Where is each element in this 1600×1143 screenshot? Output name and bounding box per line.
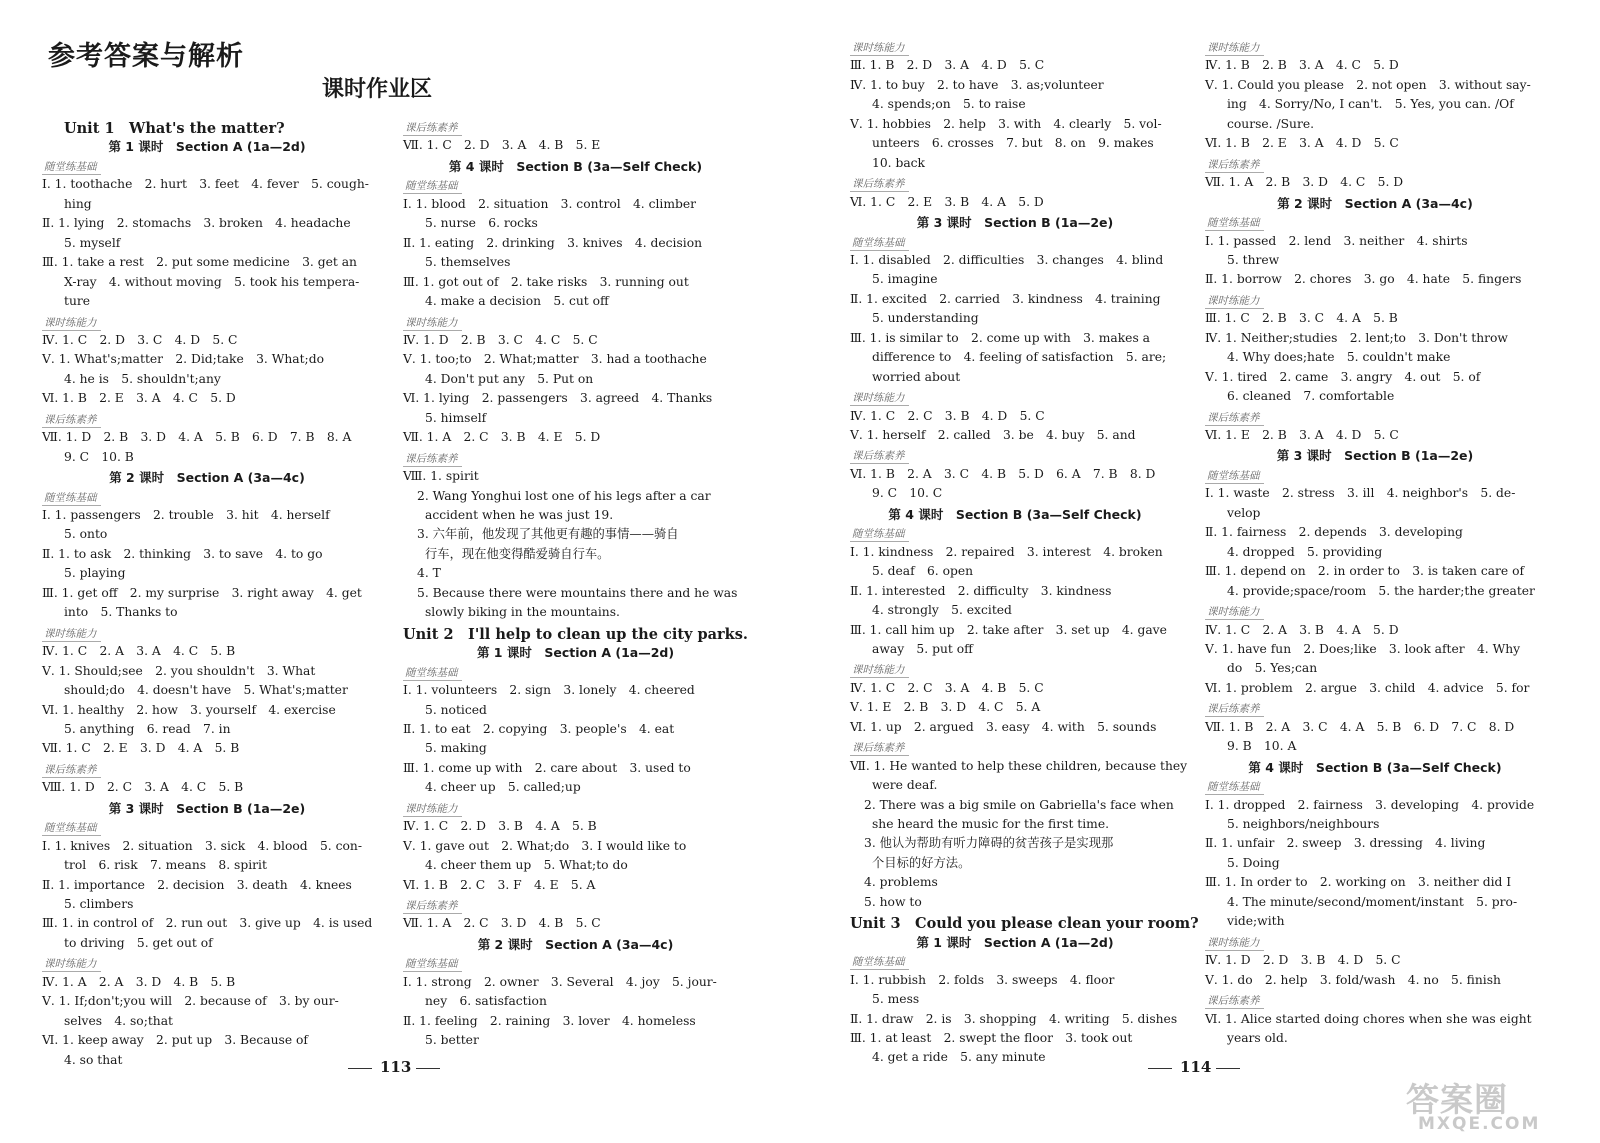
answer-line: Ⅲ. 1. got out of 2. take risks 3. running out [403,274,689,289]
answer-line: Ⅱ. 1. feeling 2. raining 3. lover 4. homeless [403,1013,696,1028]
answer-line: Ⅲ. 1. take a rest 2. put some medicine 3. get an [42,255,357,270]
practice-tag: 随堂练基础 [1205,215,1264,231]
answer-line: Ⅱ. 1. unfair 2. sweep 3. dressing 4. living [1205,836,1486,851]
answer-line: away 5. put off [872,641,973,656]
unit-heading: Unit 2 I'll help to clean up the city parks. [403,625,748,643]
lesson-heading: 第 2 课时 Section A (3a—4c) [1277,195,1473,211]
lesson-heading: 第 2 课时 Section A (3a—4c) [109,470,305,486]
answer-line: Ⅲ. 1. is similar to 2. come up with 3. makes a [850,330,1151,345]
answer-line: Ⅳ. 1. to buy 2. to have 3. as;volunteer [850,77,1104,92]
answer-line: Ⅴ. 1. have fun 2. Does;like 3. look after 4. Why [1205,641,1521,656]
lesson-heading: 第 2 课时 Section A (3a—4c) [477,936,674,952]
answer-line: Ⅵ. 1. lying 2. passengers 3. agreed 4. Thanks [403,391,713,406]
answer-line: 2. There was a big smile on Gabriella's face when [864,797,1174,812]
answer-line: 5. threw [1227,252,1280,267]
answer-line: Ⅴ. 1. If;don't;you will 2. because of 3. by our- [42,994,339,1009]
answer-line: 行车，现在他变得酷爱骑自行车。 [425,546,610,561]
answers-title: 参考答案与解析 [48,41,244,72]
answer-line: 5. playing [64,566,126,581]
practice-tag: 课后练素养 [403,120,462,136]
answer-line: unteers 6. crosses 7. but 8. on 9. makes [872,136,1154,151]
practice-tag: 课后练素养 [1205,410,1264,426]
answer-line: Ⅷ. 1. spirit [403,469,479,484]
answer-line: Ⅳ. 1. Neither;studies 2. lent;to 3. Don't throw [1205,330,1508,345]
practice-tag: 随堂练基础 [42,820,101,836]
practice-tag: 课时练能力 [850,662,909,678]
answer-line: Ⅶ. 1. He wanted to help these children, because they [850,758,1188,773]
practice-tag: 课时练能力 [403,315,462,331]
answer-line: Ⅰ. 1. volunteers 2. sign 3. lonely 4. cheered [403,683,695,698]
answer-line: course. /Sure. [1227,116,1315,131]
answer-line: Ⅴ. 1. do 2. help 3. fold/wash 4. no 5. finish [1205,972,1501,987]
watermark-url: MXQE.COM [1418,1114,1541,1134]
answer-line: Ⅲ. 1. C 2. B 3. C 4. A 5. B [1205,311,1398,326]
answer-line: were deaf. [872,778,938,793]
lesson-heading: 第 3 课时 Section B (1a—2e) [108,800,306,816]
lesson-heading: 第 4 课时 Section B (3a—Self Check) [448,158,703,174]
answer-line: Ⅵ. 1. E 2. B 3. A 4. D 5. C [1205,428,1399,442]
practice-tag: 课时练能力 [403,801,462,817]
answer-line: 5. better [425,1033,479,1048]
answer-line: Ⅵ. 1. healthy 2. how 3. yourself 4. exercise [42,702,336,717]
answer-line: Ⅵ. 1. B 2. A 3. C 4. B 5. D 6. A 7. B 8. D [850,466,1156,481]
page-number: 114 [1180,1058,1212,1076]
answer-line: Ⅴ. 1. What's;matter 2. Did;take 3. What;do [42,352,324,367]
answer-line: slowly biking in the mountains. [425,605,620,620]
practice-tag: 随堂练基础 [42,159,101,175]
answer-line: years old. [1227,1030,1288,1045]
answer-line: 5. themselves [425,255,511,270]
answer-line: 5. how to [864,894,922,909]
answer-line: Ⅰ. 1. disabled 2. difficulties 3. changes 4. blind [850,252,1164,267]
practice-tag: 随堂练基础 [850,954,909,970]
answer-line: 5. anything 6. read 7. in [64,721,231,736]
answer-line: Ⅰ. 1. blood 2. situation 3. control 4. climber [403,196,697,211]
answer-line: Ⅴ. 1. too;to 2. What;matter 3. had a toothache [403,352,707,367]
answer-line: Ⅰ. 1. kindness 2. repaired 3. interest 4. broken [850,544,1163,559]
answer-line: Ⅲ. 1. call him up 2. take after 3. set up 4. gave [850,622,1167,637]
practice-tag: 随堂练基础 [1205,779,1264,795]
answer-line: 4. provide;space/room 5. the harder;the greater [1227,583,1535,598]
answer-line: Ⅳ. 1. D 2. B 3. C 4. C 5. C [403,332,598,347]
practice-tag: 课后练素养 [42,762,101,778]
page-number-dash [348,1068,372,1069]
unit-heading: Unit 3 Could you please clean your room? [850,915,1199,933]
practice-tag: 课后练素养 [403,898,462,914]
answer-line: 4. The minute/second/moment/instant 5. pro- [1227,894,1518,909]
answer-line: Ⅶ. 1. C 2. E 3. D 4. A 5. B [42,741,240,756]
answer-line: 4. get a ride 5. any minute [872,1050,1046,1065]
answer-line: Ⅶ. 1. A 2. B 3. D 4. C 5. D [1205,175,1404,190]
practice-tag: 课时练能力 [850,40,909,56]
answer-line: Ⅵ. 1. problem 2. argue 3. child 4. advice 5. for [1205,680,1530,695]
answer-line: 5. noticed [425,702,487,717]
answer-line: Ⅰ. 1. rubbish 2. folds 3. sweeps 4. floor [850,972,1115,987]
answer-line: Ⅵ. 1. Alice started doing chores when she was eight [1205,1011,1532,1026]
answer-line: 5. deaf 6. open [872,564,974,579]
practice-tag: 课后练素养 [850,448,909,464]
practice-tag: 随堂练基础 [42,490,101,506]
answer-line: 4. so that [64,1052,123,1067]
answer-line: 3. 他认为帮助有听力障碍的贫苦孩子是实现那 [864,836,1114,851]
answer-line: Ⅳ. 1. A 2. A 3. D 4. B 5. B [42,974,236,989]
answer-line: should;do 4. doesn't have 5. What's;matter [64,683,348,698]
watermark-text: 答案圈 [1406,1080,1508,1119]
answer-line: X-ray 4. without moving 5. took his tempera- [64,274,360,289]
answer-line: Ⅱ. 1. interested 2. difficulty 3. kindness [850,583,1112,598]
answer-line: 5. himself [425,410,487,425]
practice-tag: 课时练能力 [42,956,101,972]
lesson-heading: 第 4 课时 Section B (3a—Self Check) [888,506,1142,522]
answer-line: ney 6. satisfaction [425,994,547,1009]
answer-line: Ⅱ. 1. fairness 2. depends 3. developing [1205,525,1463,540]
practice-tag: 课时练能力 [850,390,909,406]
practice-tag: 课时练能力 [42,626,101,642]
answer-line: 4. T [417,566,441,581]
answer-line: 5. Because there were mountains there and he was [417,585,738,600]
practice-tag: 随堂练基础 [850,526,909,542]
answer-line: Ⅳ. 1. C 2. D 3. B 4. A 5. B [403,819,597,834]
answer-line: Ⅰ. 1. passengers 2. trouble 3. hit 4. herself [42,508,330,522]
practice-tag: 课时练能力 [1205,293,1264,309]
answer-line: Ⅰ. 1. strong 2. owner 3. Several 4. joy 5. jour- [403,974,717,989]
answer-line: Ⅵ. 1. C 2. E 3. B 4. A 5. D [850,194,1044,209]
practice-tag: 随堂练基础 [403,665,462,681]
answer-line: Ⅵ. 1. B 2. E 3. A 4. D 5. C [1205,136,1399,151]
page-number-dash [1216,1068,1240,1069]
answer-line: ing 4. Sorry/No, I can't. 5. Yes, you can. /Of [1227,97,1514,112]
practice-tag: 随堂练基础 [403,956,462,972]
answer-line: Ⅳ. 1. D 2. D 3. B 4. D 5. C [1205,953,1401,968]
answer-line: Ⅱ. 1. eating 2. drinking 3. knives 4. decision [403,235,703,250]
answer-line: 4. problems [864,875,938,890]
answer-line: 10. back [872,155,926,170]
answer-line: Ⅵ. 1. B 2. E 3. A 4. C 5. D [42,391,236,406]
answer-line: Ⅳ. 1. B 2. B 3. A 4. C 5. D [1205,58,1399,73]
answer-line: Ⅴ. 1. gave out 2. What;do 3. I would like to [403,838,687,853]
answer-line: Ⅲ. 1. depend on 2. in order to 3. is taken care of [1205,564,1525,579]
answer-line: ture [64,294,91,309]
answer-line: 2. Wang Yonghui lost one of his legs after a car [417,488,711,503]
unit-heading: Unit 1 What's the matter? [64,120,285,137]
answer-line: Ⅳ. 1. C 2. A 3. A 4. C 5. B [42,644,236,659]
answer-line: 4. cheer up 5. called;up [425,780,581,795]
answer-line: Ⅴ. 1. Should;see 2. you shouldn't 3. What [42,663,316,678]
lesson-heading: 第 3 课时 Section B (1a—2e) [916,215,1114,231]
answer-line: 个目标的好方法。 [872,855,971,870]
answer-line: Ⅰ. 1. dropped 2. fairness 3. developing 4. provide [1205,797,1535,812]
answer-line: Ⅶ. 1. D 2. B 3. D 4. A 5. B 6. D 7. B 8. A [42,430,352,445]
answer-line: Ⅵ. 1. B 2. C 3. F 4. E 5. A [403,877,596,892]
answer-line: accident when he was just 19. [425,508,614,522]
answer-line: 4. make a decision 5. cut off [425,294,609,309]
watermark-logo [1402,1078,1580,1134]
answer-line: Ⅱ. 1. draw 2. is 3. shopping 4. writing 5. dishes [850,1011,1178,1026]
answer-line: trol 6. risk 7. means 8. spirit [64,858,267,873]
answer-line: Ⅶ. 1. C 2. D 3. A 4. B 5. E [403,138,601,153]
page-number-dash [416,1068,440,1069]
answer-line: Ⅲ. 1. B 2. D 3. A 4. D 5. C [850,58,1045,73]
practice-tag: 课时练能力 [1205,935,1264,951]
answer-line: 6. cleaned 7. comfortable [1227,389,1395,404]
answer-line: 5. myself [64,235,121,250]
answer-line: Ⅲ. 1. come up with 2. care about 3. used to [403,760,691,775]
answer-line: Ⅱ. 1. importance 2. decision 3. death 4. knees [42,877,352,892]
page-number-dash [1148,1068,1172,1069]
answer-line: Ⅲ. 1. get off 2. my surprise 3. right away 4. get [42,585,362,600]
answer-line: Ⅳ. 1. C 2. C 3. A 4. B 5. C [850,680,1044,695]
practice-tag: 随堂练基础 [850,235,909,251]
answer-line: Ⅴ. 1. E 2. B 3. D 4. C 5. A [850,700,1041,715]
answer-line: Ⅱ. 1. to ask 2. thinking 3. to save 4. to go [42,546,323,561]
answer-line: 5. neighbors/neighbours [1227,817,1380,831]
page-113 [0,0,790,1143]
answer-line: 5. understanding [872,311,979,326]
answer-line: Ⅶ. 1. B 2. A 3. C 4. A 5. B 6. D 7. C 8. D [1205,719,1515,734]
lesson-heading: 第 1 课时 Section A (1a—2d) [916,934,1114,950]
answer-line: do 5. Yes;can [1227,661,1318,676]
homework-zone-title: 课时作业区 [322,77,433,102]
answer-line: Ⅱ. 1. lying 2. stomachs 3. broken 4. headache [42,216,351,231]
practice-tag: 随堂练基础 [1205,468,1264,484]
practice-tag: 随堂练基础 [403,178,462,194]
answer-line: Ⅳ. 1. C 2. C 3. B 4. D 5. C [850,408,1045,423]
answer-line: 4. Don't put any 5. Put on [425,371,594,386]
answer-line: vide;with [1227,914,1285,929]
answer-line: 9. C 10. B [64,449,134,464]
answer-line: Ⅴ. 1. herself 2. called 3. be 4. buy 5. and [850,428,1136,442]
answer-line: Ⅰ. 1. waste 2. stress 3. ill 4. neighbor's 5. de- [1205,486,1516,501]
answer-line: Ⅶ. 1. A 2. C 3. D 4. B 5. C [403,916,601,931]
answer-line: Ⅰ. 1. knives 2. situation 3. sick 4. blood 5. con- [42,838,362,853]
lesson-heading: 第 4 课时 Section B (3a—Self Check) [1248,759,1502,775]
practice-tag: 课后练素养 [1205,157,1264,173]
answer-line: Ⅰ. 1. passed 2. lend 3. neither 4. shirts [1205,233,1468,248]
answer-line: Ⅰ. 1. toothache 2. hurt 3. feet 4. fever 5. cough- [42,177,369,192]
answer-line: 5. Doing [1227,855,1280,870]
lesson-heading: 第 1 课时 Section A (1a—2d) [108,139,306,155]
answer-line: 4. dropped 5. providing [1227,544,1383,559]
practice-tag: 课后练素养 [1205,701,1264,717]
answer-line: she heard the music for the first time. [872,817,1110,831]
answer-line: Ⅶ. 1. A 2. C 3. B 4. E 5. D [403,430,601,445]
answer-line: 5. mess [872,992,920,1007]
answer-line: 4. spends;on 5. to raise [872,97,1026,112]
practice-tag: 课后练素养 [850,176,909,192]
answer-line: Ⅲ. 1. In order to 2. working on 3. neither did I [1205,875,1512,890]
answer-line: 5. climbers [64,897,134,911]
practice-tag: 课后练素养 [1205,993,1264,1009]
practice-tag: 课时练能力 [42,315,101,331]
answer-line: Ⅳ. 1. C 2. D 3. C 4. D 5. C [42,332,238,347]
answer-line: Ⅱ. 1. borrow 2. chores 3. go 4. hate 5. fingers [1205,272,1522,287]
page-number: 113 [380,1058,412,1076]
answer-line: Ⅴ. 1. Could you please 2. not open 3. without say- [1205,77,1531,92]
answer-line: Ⅵ. 1. keep away 2. put up 3. Because of [42,1033,308,1048]
answer-line: 3. 六年前，他发现了其他更有趣的事情——骑自 [417,527,679,542]
answer-line: 5. imagine [872,272,938,287]
answer-line: 4. Why does;hate 5. couldn't make [1227,350,1451,365]
practice-tag: 课时练能力 [1205,604,1264,620]
lesson-heading: 第 1 课时 Section A (1a—2d) [476,645,675,661]
page-114 [850,0,1600,1143]
answer-line: selves 4. so;that [64,1013,173,1028]
answer-line: 9. C 10. C [872,486,943,501]
answer-line: Ⅷ. 1. D 2. C 3. A 4. C 5. B [42,780,244,795]
answer-line: into 5. Thanks to [64,605,178,620]
answer-line: 5. onto [64,527,108,542]
answer-line: worried about [872,369,961,384]
answer-line: 9. B 10. A [1227,739,1297,754]
answer-line: Ⅵ. 1. up 2. argued 3. easy 4. with 5. sounds [850,719,1157,734]
answer-line: Ⅲ. 1. at least 2. swept the floor 3. took out [850,1030,1133,1045]
answer-line: difference to 4. feeling of satisfaction 5. are; [872,350,1167,365]
answer-line: 5. nurse 6. rocks [425,216,538,231]
answer-line: Ⅴ. 1. tired 2. came 3. angry 4. out 5. of [1205,369,1481,384]
practice-tag: 课后练素养 [850,740,909,756]
answer-line: to driving 5. get out of [64,935,213,950]
practice-tag: 课后练素养 [403,451,462,467]
practice-tag: 课时练能力 [1205,40,1264,56]
answer-line: Ⅴ. 1. hobbies 2. help 3. with 4. clearly 5. vol- [850,116,1162,131]
answer-line: Ⅱ. 1. excited 2. carried 3. kindness 4. training [850,291,1161,306]
answer-line: velop [1227,505,1261,520]
answer-line: hing [64,196,92,211]
practice-tag: 课后练素养 [42,412,101,428]
answer-line: Ⅲ. 1. in control of 2. run out 3. give up 4. is used [42,916,373,931]
answer-line: 5. making [425,741,487,756]
answer-line: 4. he is 5. shouldn't;any [64,371,221,386]
answer-line: 4. cheer them up 5. What;to do [425,858,628,873]
answer-line: Ⅳ. 1. C 2. A 3. B 4. A 5. D [1205,622,1399,637]
answer-line: Ⅱ. 1. to eat 2. copying 3. people's 4. eat [403,721,675,736]
lesson-heading: 第 3 课时 Section B (1a—2e) [1276,448,1474,464]
answer-line: 4. strongly 5. excited [872,603,1012,618]
